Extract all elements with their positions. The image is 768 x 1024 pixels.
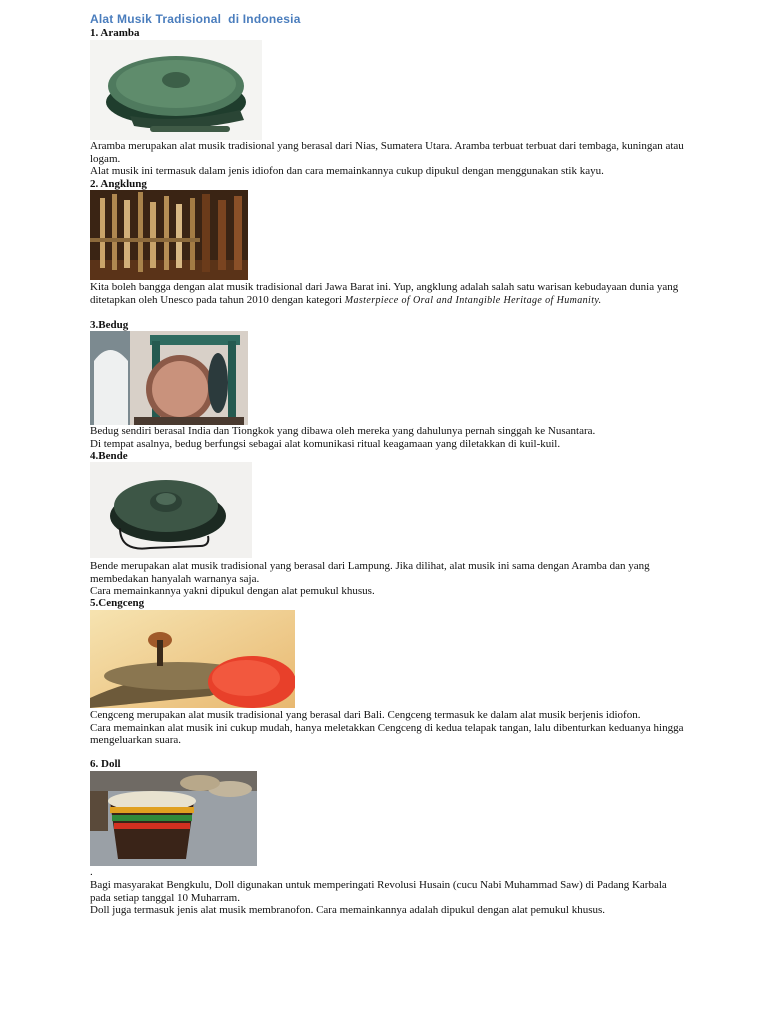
bedug-image: [90, 331, 248, 425]
paragraph: Cara memainkannya yakni dipukul dengan alat pemukul khusus.: [90, 585, 375, 597]
bende-image: [90, 462, 252, 558]
section-text: [90, 140, 690, 178]
paragraph: Bagi masyarakat Bengkulu, Doll digunakan untuk memperingati Revolusi Husain (cucu Nabi Muhammad Saw) di Padang Karbala pada setiap tanggal 10 Muharram.: [90, 879, 667, 904]
trailing-mark: .: [90, 866, 93, 878]
section-heading: 1. Aramba: [90, 27, 140, 39]
italic-phrase: Masterpiece of Oral and Intangible Heritage of Humanity.: [344, 294, 602, 306]
paragraph: [90, 281, 690, 307]
paragraph: Doll juga termasuk jenis alat musik membranofon. Cara memainkannya adalah dipukul dengan alat pemukul khusus.: [90, 904, 606, 916]
angklung-image: [90, 190, 248, 280]
section-heading: 5.Cengceng: [90, 597, 145, 609]
paragraph: Cara memainkan alat musik ini cukup mudah, hanya meletakkan Cengceng di kedua telapak tangan, lalu dibenturkan keduanya hingga mengeluarkan suara.: [90, 721, 684, 746]
page-title: Alat Musik Tradisional di Indonesia: [90, 12, 301, 26]
paragraph: Di tempat asalnya, bedug berfungsi sebagai alat komunikasi ritual keagamaan yang diletakkan di kuil-kuil.: [90, 437, 561, 450]
paragraph: Bedug sendiri berasal India dan Tiongkok yang dibawa oleh mereka yang dahulunya pernah singgah ke Nusantara.: [90, 425, 596, 437]
paragraph: Alat musik ini termasuk dalam jenis idiofon dan cara memainkannya cukup dipukul dengan menggunakan stik kayu.: [90, 165, 604, 177]
section-text: [90, 425, 690, 450]
section-text: [90, 879, 690, 917]
paragraph: Cengceng merupakan alat musik tradisional yang berasal dari Bali. Cengceng termasuk ke dalam alat musik berjenis idiofon.: [90, 709, 641, 721]
paragraph: Bende merupakan alat musik tradisional yang berasal dari Lampung. Jika dilihat, alat musik ini sama dengan Aramba dan yang membedakan hanyalah warnanya saja.: [90, 560, 650, 585]
section-text: [90, 709, 690, 747]
paragraph: Aramba merupakan alat musik tradisional yang berasal dari Nias, Sumatera Utara. Aramba terbuat terbuat dari tembaga, kuningan atau logam.: [90, 140, 684, 165]
paragraph-text: Kita boleh bangga dengan alat musik tradisional dari Jawa Barat ini. Yup, angklung adalah salah satu warisan kebudayaan dunia yang ditetapkan oleh Unesco pada tahun 2010 dengan kategori: [90, 281, 679, 306]
section-text: [90, 281, 690, 307]
doll-image: [90, 771, 257, 866]
cengceng-image: [90, 610, 295, 708]
aramba-image: [90, 40, 262, 140]
section-heading: 4.Bende: [90, 450, 128, 462]
section-heading: 3.Bedug: [90, 319, 129, 331]
section-heading: 2. Angklung: [90, 178, 147, 190]
section-text: [90, 560, 690, 598]
section-heading: 6. Doll: [90, 758, 121, 770]
